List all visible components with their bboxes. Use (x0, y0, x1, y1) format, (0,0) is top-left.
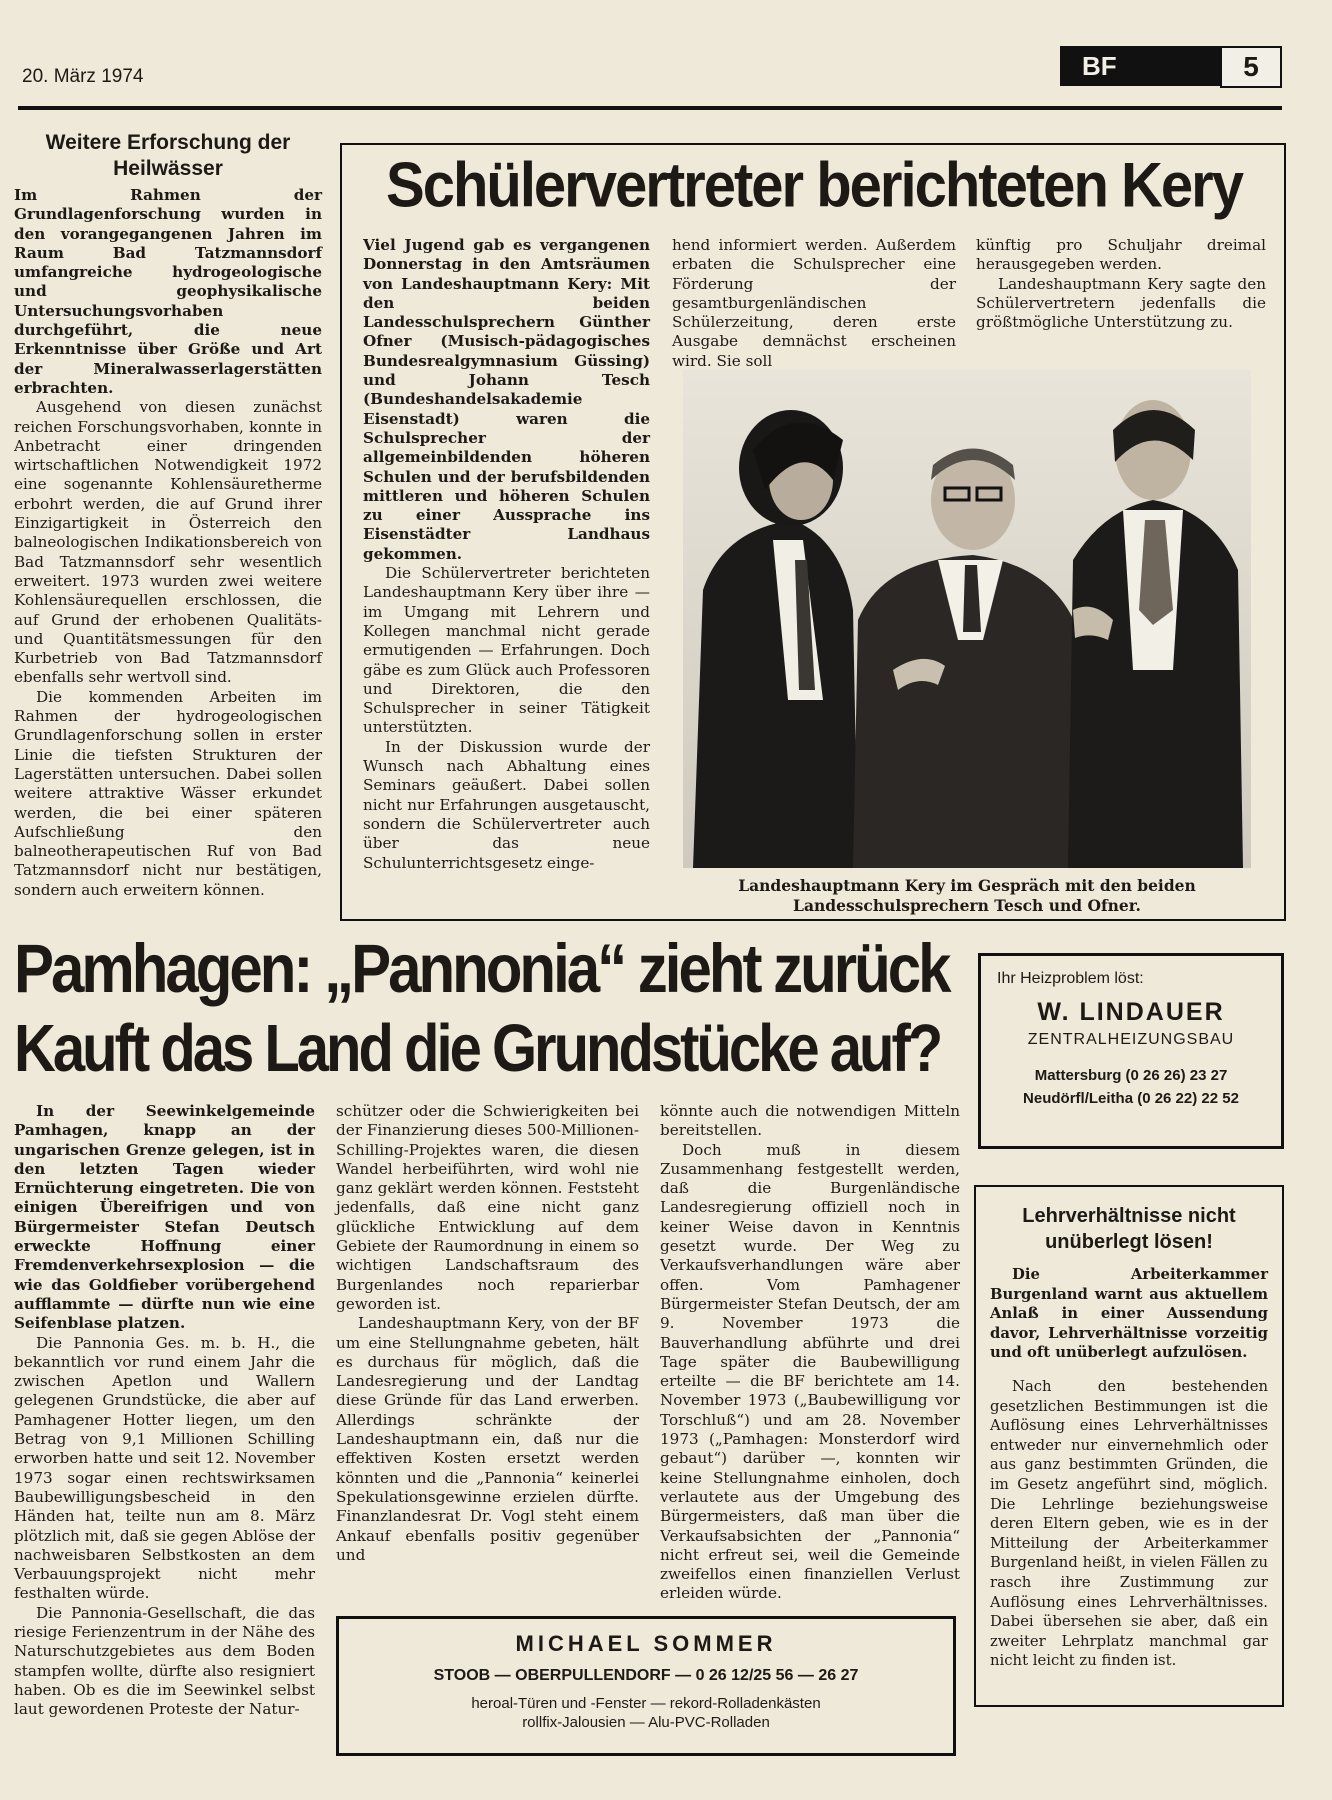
issue-date: 20. März 1974 (22, 66, 144, 87)
photo-caption: Landeshauptmann Kery im Gespräch mit den beiden Landesschulsprechern Tesch und Ofner. (738, 876, 1196, 915)
ad-phone: Neudörfl/Leitha (0 26 22) 22 52 (1023, 1090, 1239, 1107)
headline-line-2: Kauft das Land die Grundstücke auf? (14, 1011, 941, 1086)
kery-column-2 (672, 236, 956, 371)
ad-lindauer (978, 953, 1284, 1149)
body-paragraph: künftig pro Schuljahr dreimal herausgegeben werden. (976, 236, 1266, 274)
body-paragraph: Die kommenden Arbeiten im Rahmen der hydrogeologischen Grundlagenforschung sollen in erster Linie die tiefsten Strukturen der Lagerstätten untersuchen. Dabei sollen weitere attraktive Wässer erkundet werden, die bei einer späteren Aufschließung den balneotherapeutischen Ruf von Bad Tatzmannsdorf nicht nur bestätigen, sondern auch erweitern können. (14, 687, 322, 899)
ad-tagline: Ihr Heizproblem löst: (997, 970, 1144, 987)
ad-trade: ZENTRALHEIZUNGSBAU (1027, 1031, 1235, 1048)
pamhagen-column-3 (660, 1102, 960, 1604)
paper-logo: BF (1060, 46, 1220, 86)
article-headline: Schülervertreter berichteten Kery (386, 150, 1242, 221)
body-paragraph: Landeshauptmann Kery sagte den Schülervertretern jedenfalls die größtmögliche Unterstützung zu. (976, 274, 1266, 332)
lead-paragraph: Viel Jugend gab es vergangenen Donnerstag in den Amtsräumen von Landeshauptmann Kery: Mit den beiden Landesschulsprechern Günther Ofner (Musisch-pädagogisches Bundesrealgymnasium Güssing) und Johann Tesch (Bundeshandelsakademie Eisenstadt) waren die Schulsprecher der allgemeinbildenden höheren Schulen und der berufsbildenden mittleren und höheren Schulen zu einer Aussprache ins Eisenstädter Landhaus gekommen. (363, 236, 650, 563)
article-lehrverhaeltnisse (974, 1185, 1284, 1707)
ad-company-name: MICHAEL SOMMER (515, 1631, 777, 1656)
body-paragraph: Doch muß in diesem Zusammenhang festgestellt werden, daß die Burgenländische Landesregierung offiziell noch in keiner Weise davon in Kenntnis gesetzt wurde. Der Weg zu Verkaufsverhandlungen wäre aber offen. Vom Pamhagener Bürgermeister Stefan Deutsch, der am 9. November 1973 die Bauverhandlung abführte und drei Tage später die Baubewilligung erteilte — die BF berichtete am 14. November 1973 („Baubewilligung vor Torschluß“) und am 28. November 1973 („Pamhagen: Monsterdorf wird gebaut“) darüber —, konnten wir keine Stellungnahme einholen, doch verlautete aus der Umgebung des Bürgermeisters, daß man über die Verkaufsabsichten der „Pannonia“ nicht erfreut sei, weil die Gemeinde zweifellos einen finanziellen Verlust erleiden würde. (660, 1140, 960, 1603)
ad-products: heroal-Türen und -Fenster — rekord-Rolladenkästen (471, 1695, 821, 1712)
kery-column-3 (976, 236, 1266, 332)
ad-address: STOOB — OBERPULLENDORF — 0 26 12/25 56 — 26 27 (433, 1667, 859, 1684)
pamhagen-column-2 (336, 1102, 639, 1565)
body-paragraph: könnte auch die notwendigen Mitteln bereitstellen. (660, 1102, 960, 1140)
body-paragraph: Die Schülervertreter berichteten Landeshauptmann Kery über ihre — im Umgang mit Lehrern und Kollegen manchmal nicht gerade ermutigenden — Erfahrungen. Doch gäbe es zum Glück auch Professoren und Direktoren, die den Schulsprecher in seiner Tätigkeit unterstützten. (363, 564, 650, 737)
lead-paragraph: In der Seewinkelgemeinde Pamhagen, knapp an der ungarischen Grenze gelegen, ist in den letzten Tagen wieder Ernüchterung eingetreten. Die von einigen Übereifrigen und von Bürgermeister Stefan Deutsch erweckte Hoffnung einer Fremdenverkehrsexplosion — die wie das Goldfieber vorübergehend aufflammte — dürfte nun wie eine Seifenblase platzen. (14, 1102, 315, 1333)
header-rule (18, 106, 1282, 110)
ad-products: rollfix-Jalousien — Alu-PVC-Rolladen (522, 1714, 770, 1731)
page-badge (1060, 46, 1280, 88)
press-photo (683, 370, 1251, 868)
body-paragraph: Nach den bestehenden gesetzlichen Bestimmungen ist die Auflösung eines Lehrverhältnisses entweder nur einvernehmlich oder aus ganz bestimmten Gründen, die im Gesetz angeführt sind, möglich. Die Lehrlinge beziehungsweise deren Eltern geben, wie es in der Mitteilung der Arbeiterkammer Burgenland heißt, in vielen Fällen zu rasch ihre Zustimmung zur Auflösung eines Lehrverhältnisses. Dabei übersehen sie aber, daß ein zweiter Lehrplatz manchmal gar nicht leicht zu finden ist. (990, 1377, 1268, 1670)
body-paragraph: hend informiert werden. Außerdem erbaten die Schulsprecher eine Förderung der gesamtburgenländischen Schülerzeitung, deren erste Ausgabe demnächst erscheinen wird. Sie soll (672, 236, 956, 370)
body-paragraph: Landeshauptmann Kery, von der BF um eine Stellungnahme gebeten, hält es durchaus für möglich, daß die Landesregierung und der Landtag diese Gründe für das Land erwerben. Allerdings schränkte der Landeshauptmann ein, daß nur die effektiven Kosten ersetzt werden könnten und die „Pannonia“ keinerlei Spekulationsgewinne erzielen dürfte. Finanzlandesrat Dr. Vogl steht einem Ankauf ebenfalls positiv gegenüber und (336, 1314, 639, 1564)
photo-three-men (683, 370, 1251, 868)
body-paragraph: In der Diskussion wurde der Wunsch nach Abhaltung eines Seminars geäußert. Dabei sollen nicht nur Erfahrungen ausgetauscht, sondern die Schülervertreter auch über das neue Schulunterrichtsgesetz einge- (363, 737, 650, 872)
ad-company-name: W. LINDAUER (1037, 998, 1225, 1026)
page-number: 5 (1220, 46, 1282, 88)
body-paragraph: Die Pannonia-Gesellschaft, die das riesige Ferienzentrum in der Nähe des Naturschutzgebietes aus dem Boden stampfen wollte, dürfte also resigniert haben. Ob es die im Seewinkel selbst laut gewordenen Proteste der Natur- (14, 1603, 315, 1719)
pamhagen-column-1 (14, 1102, 315, 1720)
body-paragraph: Ausgehend von diesen zunächst reichen Forschungsvorhaben, konnte in Anbetracht einer dringenden wirtschaftlichen Notwendigkeit 1972 eine sogenannte Kohlensäuretherme erbohrt werden, die auf Grund ihrer Einzigartigkeit in Österreich den balneologischen Indikationsbereich von Bad Tatzmannsdorf sehr wesentlich erweitert. 1973 wurden zwei weitere Kohlensäurequellen erschlossen, die auf Grund der erhobenen Qualitäts- und Quantitätsmessungen für den Kurbetrieb von Bad Tatzmannsdorf ebenfalls sehr wertvoll sind. (14, 398, 322, 687)
article-headline: Weitere Erforschung der Heilwässer (45, 131, 291, 180)
article-headline: Lehrverhältnisse nicht unüberlegt lösen! (1022, 1205, 1236, 1253)
lead-paragraph: Die Arbeiterkammer Burgenland warnt aus aktuellem Anlaß in einer Aussendung davor, Lehrverhältnisse vorzeitig und oft unüberlegt aufzulösen. (990, 1266, 1268, 1362)
body-paragraph: Die Pannonia Ges. m. b. H., die bekanntlich vor rund einem Jahr die zwischen Apetlon und Wallern gelegenen Grundstücke, die aber auf Pamhagener Hotter liegen, um den Betrag von 9,1 Millionen Schilling erworben hatte und seit 12. November 1973 sogar einen rechtswirksamen Baubewilligungsbescheid in den Händen hat, teilte nun am 8. März plötzlich mit, daß sie gegen Ablöse der nachweisbaren Selbstkosten an dem Verbauungsprojekt nicht mehr festhalten würde. (14, 1333, 315, 1603)
kery-column-1 (363, 236, 650, 873)
article-heilwaesser (14, 130, 322, 920)
body-paragraph: schützer oder die Schwierigkeiten bei der Finanzierung dieses 500-Millionen-Schilling-Projektes waren, die diesen Wandel herbeiführten, wird wohl nie ganz geklärt werden können. Feststeht jedenfalls, daß eine nicht ganz glückliche Entwicklung auf dem Gebiete der Raumordnung in einem so wichtigen Landschaftsraum des Burgenlandes noch reparierbar geworden ist. (336, 1102, 639, 1313)
ad-sommer (336, 1616, 956, 1756)
ad-phone: Mattersburg (0 26 26) 23 27 (1034, 1067, 1228, 1084)
lead-paragraph: Im Rahmen der Grundlagenforschung wurden in den vorangegangenen Jahren im Raum Bad Tatzmannsdorf umfangreiche hydrogeologische und geophysikalische Untersuchungsvorhaben durchgeführt, die neue Erkenntnisse über Größe und Art der Mineralwasserlagerstätten erbrachten. (14, 186, 322, 397)
headline-line-1: Pamhagen: „Pannonia“ zieht zurück (14, 930, 949, 1008)
